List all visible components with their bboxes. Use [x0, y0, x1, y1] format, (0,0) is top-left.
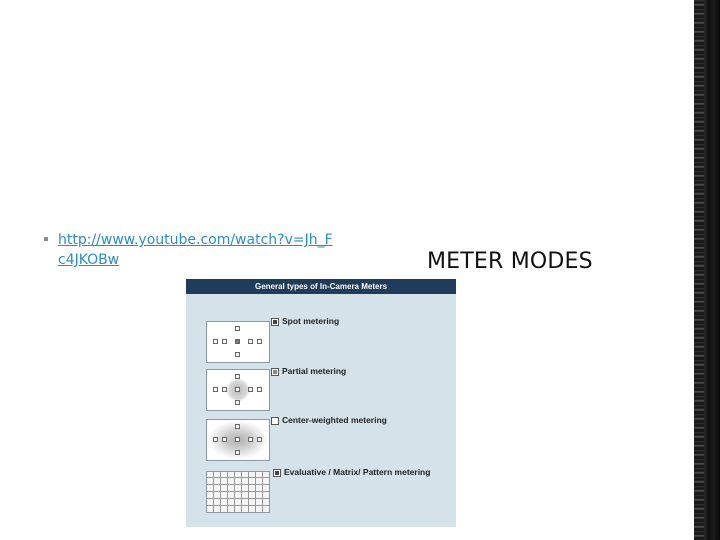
evaluative-metering-thumbnail [206, 471, 270, 513]
partial-metering-icon [271, 368, 279, 376]
youtube-link[interactable]: http://www.youtube.com/watch?v=Jh_Fc4JKOBw [58, 232, 333, 268]
metering-figure [186, 279, 456, 527]
evaluative-metering-label: Evaluative / Matrix/ Pattern metering [284, 467, 431, 477]
spot-metering-icon [271, 318, 279, 326]
partial-metering-thumbnail [206, 369, 270, 411]
slide-title: METER MODES [427, 249, 593, 274]
grunge-stripe [694, 0, 704, 540]
center-weighted-label: Center-weighted metering [282, 415, 387, 425]
partial-metering-label: Partial metering [282, 366, 347, 376]
slide-right-border [694, 0, 720, 540]
evaluative-metering-icon [273, 469, 281, 477]
bullet-icon [44, 237, 48, 241]
center-weighted-icon [271, 417, 279, 425]
figure-header: General types of In-Camera Meters [186, 279, 456, 294]
dark-edge [704, 0, 720, 540]
center-weighted-thumbnail [206, 419, 270, 461]
spot-metering-label: Spot metering [282, 316, 340, 326]
spot-metering-thumbnail [206, 321, 270, 363]
